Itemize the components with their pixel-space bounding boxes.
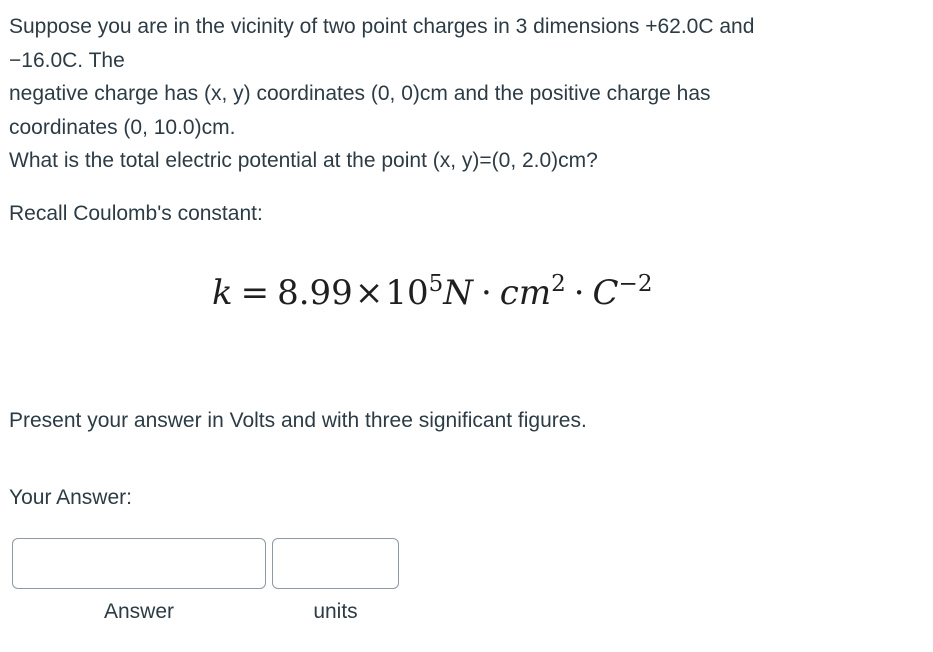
instruction-text: Present your answer in Volts and with three significant figures. — [9, 409, 587, 432]
formula-mantissa: 8.99 — [277, 273, 353, 313]
formula-symbol: k — [212, 273, 233, 313]
formula-unit-coulomb: C — [592, 273, 619, 313]
answer-input[interactable] — [12, 538, 266, 589]
question-line: coordinates (0, 10.0)cm. — [9, 115, 236, 139]
formula-c-exponent: −2 — [618, 271, 653, 297]
formula-exponent: 5 — [428, 271, 444, 297]
question-line: What is the total electric potential at the point (x, y)=(0, 2.0)cm? — [9, 149, 598, 172]
formula-equals: = — [240, 273, 270, 313]
formula-unit-cm: cm — [499, 273, 552, 313]
units-caption: units — [313, 600, 358, 623]
question-line: −16.0C. The — [9, 48, 125, 72]
formula-dot: · — [480, 273, 492, 313]
question-line: Suppose you are in the vicinity of two point charges in 3 dimensions +62.0C and — [9, 15, 755, 38]
formula-unit-newton: N — [443, 273, 473, 313]
recall-label: Recall Coulomb's constant: — [9, 202, 263, 225]
formula-base: 10 — [385, 273, 429, 313]
question-line: negative charge has (x, y) coordinates (0, 0)cm and the positive charge has — [9, 82, 711, 105]
formula-dot: · — [573, 273, 585, 313]
your-answer-label: Your Answer: — [9, 486, 132, 509]
question-text — [9, 10, 909, 178]
formula-times: × — [354, 273, 384, 313]
units-input[interactable] — [272, 538, 399, 589]
coulomb-constant-formula — [212, 268, 652, 318]
answer-caption: Answer — [103, 600, 175, 623]
formula-cm-exponent: 2 — [551, 271, 566, 297]
